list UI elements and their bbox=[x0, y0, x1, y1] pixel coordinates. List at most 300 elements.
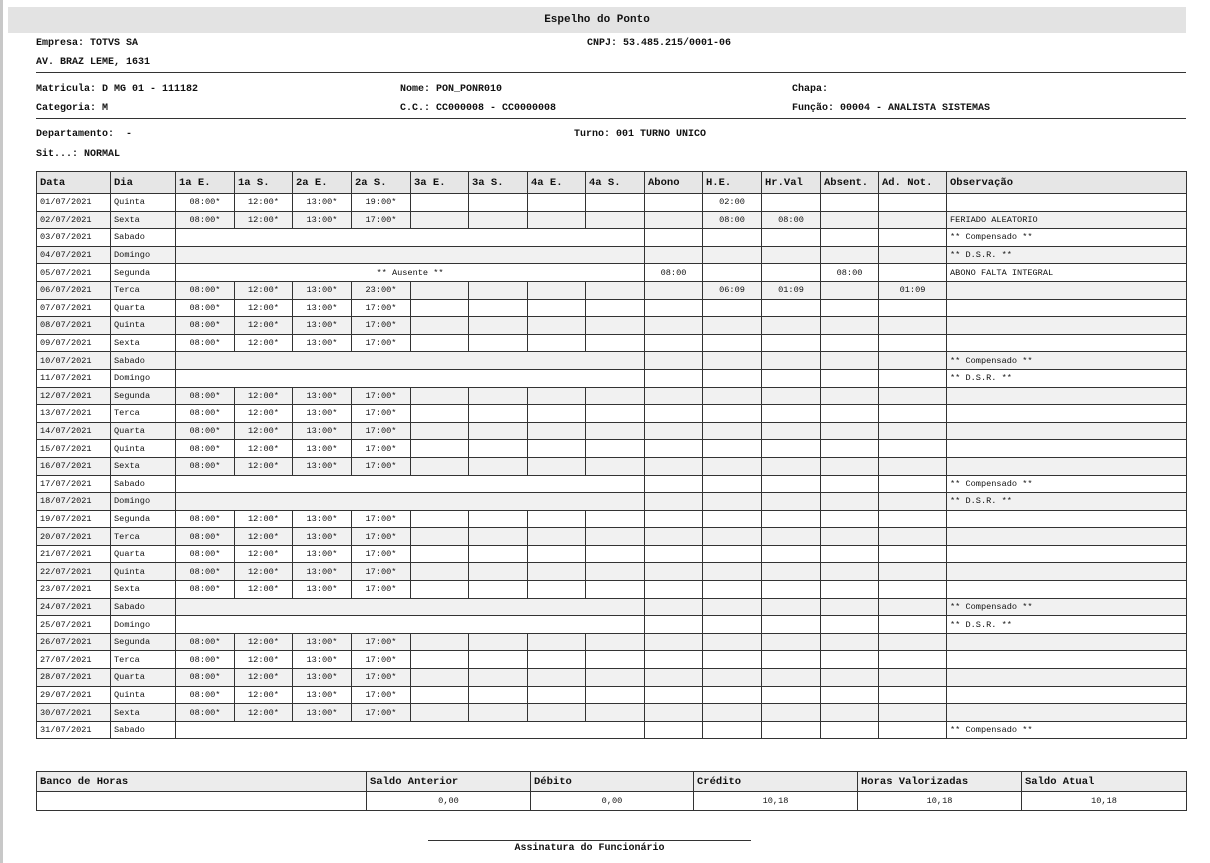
valued-hours-cell bbox=[762, 317, 821, 335]
punch-cell bbox=[528, 334, 586, 352]
punch-cell bbox=[411, 440, 469, 458]
punch-cell bbox=[528, 510, 586, 528]
abono-cell bbox=[645, 651, 703, 669]
column-header: 4a E. bbox=[528, 172, 586, 194]
abono-cell bbox=[645, 721, 703, 739]
punch-cell: 08:00* bbox=[176, 440, 235, 458]
day-note-cell bbox=[176, 616, 645, 634]
punch-cell bbox=[411, 422, 469, 440]
night-shift-cell bbox=[879, 422, 947, 440]
punch-cell bbox=[411, 405, 469, 423]
observation-cell bbox=[947, 545, 1187, 563]
weekday-cell: Quinta bbox=[111, 440, 176, 458]
weekday-cell: Quinta bbox=[111, 686, 176, 704]
punch-cell bbox=[586, 281, 645, 299]
summary-header: Horas Valorizadas bbox=[858, 772, 1022, 792]
weekday-cell: Sabado bbox=[111, 721, 176, 739]
punch-cell: 12:00* bbox=[235, 651, 293, 669]
punch-cell bbox=[469, 669, 528, 687]
date-cell: 26/07/2021 bbox=[37, 633, 111, 651]
date-cell: 30/07/2021 bbox=[37, 704, 111, 722]
punch-cell: 17:00* bbox=[352, 405, 411, 423]
punch-cell: 08:00* bbox=[176, 633, 235, 651]
weekday-cell: Quarta bbox=[111, 422, 176, 440]
valued-hours-cell bbox=[762, 352, 821, 370]
observation-cell bbox=[947, 317, 1187, 335]
punch-cell: 12:00* bbox=[235, 669, 293, 687]
valued-hours-cell bbox=[762, 686, 821, 704]
observation-cell: ** D.S.R. ** bbox=[947, 246, 1187, 264]
punch-cell: 08:00* bbox=[176, 581, 235, 599]
cc-label: C.C.: bbox=[400, 103, 431, 114]
date-cell: 23/07/2021 bbox=[37, 581, 111, 599]
absence-cell bbox=[821, 299, 879, 317]
table-row bbox=[37, 440, 1187, 458]
valued-hours-cell bbox=[762, 510, 821, 528]
abono-cell bbox=[645, 317, 703, 335]
overtime-cell bbox=[703, 563, 762, 581]
table-row bbox=[37, 651, 1187, 669]
divider bbox=[36, 72, 1186, 73]
valued-hours-cell bbox=[762, 721, 821, 739]
night-shift-cell bbox=[879, 651, 947, 669]
table-row bbox=[37, 669, 1187, 687]
absence-cell bbox=[821, 369, 879, 387]
abono-cell bbox=[645, 334, 703, 352]
punch-cell bbox=[528, 686, 586, 704]
night-shift-cell bbox=[879, 669, 947, 687]
valued-hours-cell bbox=[762, 651, 821, 669]
abono-cell bbox=[645, 369, 703, 387]
punch-cell: 13:00* bbox=[293, 334, 352, 352]
hour-bank-table bbox=[36, 771, 1187, 811]
punch-cell bbox=[586, 299, 645, 317]
funcao-label: Função: bbox=[792, 103, 835, 114]
punch-cell: 17:00* bbox=[352, 211, 411, 229]
turno-value: 001 TURNO UNICO bbox=[616, 129, 707, 140]
weekday-cell: Quinta bbox=[111, 317, 176, 335]
weekday-cell: Segunda bbox=[111, 264, 176, 282]
punch-cell: 19:00* bbox=[352, 194, 411, 212]
valued-hours-cell bbox=[762, 299, 821, 317]
observation-cell: ABONO FALTA INTEGRAL bbox=[947, 264, 1187, 282]
punch-cell bbox=[469, 563, 528, 581]
weekday-cell: Sexta bbox=[111, 334, 176, 352]
punch-cell: 17:00* bbox=[352, 545, 411, 563]
abono-cell: 08:00 bbox=[645, 264, 703, 282]
night-shift-cell bbox=[879, 493, 947, 511]
punch-cell bbox=[528, 669, 586, 687]
punch-cell bbox=[411, 704, 469, 722]
summary-value: 10,18 bbox=[694, 792, 858, 811]
punch-cell bbox=[586, 704, 645, 722]
punch-cell bbox=[528, 563, 586, 581]
punch-cell: 08:00* bbox=[176, 669, 235, 687]
cnpj-field bbox=[587, 38, 731, 49]
column-header: Absent. bbox=[821, 172, 879, 194]
departamento-value: - bbox=[126, 129, 133, 140]
absence-cell bbox=[821, 581, 879, 599]
punch-cell bbox=[469, 457, 528, 475]
summary-value: 0,00 bbox=[531, 792, 694, 811]
night-shift-cell bbox=[879, 686, 947, 704]
cc-value: CC000008 - CC0000008 bbox=[436, 103, 557, 114]
valued-hours-cell bbox=[762, 581, 821, 599]
punch-cell: 17:00* bbox=[352, 317, 411, 335]
night-shift-cell bbox=[879, 194, 947, 212]
page-frame-edge bbox=[0, 0, 3, 863]
column-header: 4a S. bbox=[586, 172, 645, 194]
sit-value: NORMAL bbox=[84, 149, 121, 160]
table-row bbox=[37, 457, 1187, 475]
absence-cell bbox=[821, 475, 879, 493]
observation-cell: ** D.S.R. ** bbox=[947, 493, 1187, 511]
nome-value: PON_PONR010 bbox=[436, 84, 503, 95]
weekday-cell: Terca bbox=[111, 405, 176, 423]
punch-cell: 08:00* bbox=[176, 528, 235, 546]
valued-hours-cell bbox=[762, 369, 821, 387]
column-header: 2a S. bbox=[352, 172, 411, 194]
observation-cell bbox=[947, 686, 1187, 704]
punch-cell bbox=[469, 317, 528, 335]
absence-cell bbox=[821, 229, 879, 247]
punch-cell: 17:00* bbox=[352, 457, 411, 475]
observation-cell: ** Compensado ** bbox=[947, 229, 1187, 247]
date-cell: 02/07/2021 bbox=[37, 211, 111, 229]
absence-cell bbox=[821, 686, 879, 704]
table-row bbox=[37, 317, 1187, 335]
punch-cell bbox=[469, 545, 528, 563]
valued-hours-cell bbox=[762, 704, 821, 722]
date-cell: 04/07/2021 bbox=[37, 246, 111, 264]
absence-cell bbox=[821, 528, 879, 546]
weekday-cell: Sabado bbox=[111, 229, 176, 247]
table-row bbox=[37, 581, 1187, 599]
abono-cell bbox=[645, 669, 703, 687]
punch-cell bbox=[528, 651, 586, 669]
punch-cell: 13:00* bbox=[293, 581, 352, 599]
punch-cell: 13:00* bbox=[293, 669, 352, 687]
punch-cell: 17:00* bbox=[352, 510, 411, 528]
table-row bbox=[37, 633, 1187, 651]
overtime-cell bbox=[703, 334, 762, 352]
absence-cell bbox=[821, 352, 879, 370]
date-cell: 15/07/2021 bbox=[37, 440, 111, 458]
observation-cell bbox=[947, 704, 1187, 722]
weekday-cell: Sabado bbox=[111, 475, 176, 493]
date-cell: 28/07/2021 bbox=[37, 669, 111, 687]
punch-cell: 12:00* bbox=[235, 457, 293, 475]
cc-field bbox=[400, 103, 556, 114]
punch-cell bbox=[586, 581, 645, 599]
punch-cell: 17:00* bbox=[352, 669, 411, 687]
overtime-cell bbox=[703, 246, 762, 264]
date-cell: 16/07/2021 bbox=[37, 457, 111, 475]
night-shift-cell bbox=[879, 440, 947, 458]
punch-cell: 12:00* bbox=[235, 299, 293, 317]
punch-cell bbox=[528, 528, 586, 546]
abono-cell bbox=[645, 545, 703, 563]
overtime-cell bbox=[703, 581, 762, 599]
abono-cell bbox=[645, 598, 703, 616]
date-cell: 10/07/2021 bbox=[37, 352, 111, 370]
date-cell: 25/07/2021 bbox=[37, 616, 111, 634]
night-shift-cell bbox=[879, 510, 947, 528]
punch-cell: 13:00* bbox=[293, 440, 352, 458]
night-shift-cell bbox=[879, 405, 947, 423]
observation-cell bbox=[947, 528, 1187, 546]
valued-hours-cell bbox=[762, 528, 821, 546]
observation-cell bbox=[947, 405, 1187, 423]
abono-cell bbox=[645, 686, 703, 704]
table-row bbox=[37, 528, 1187, 546]
signature-line bbox=[428, 840, 751, 841]
night-shift-cell bbox=[879, 229, 947, 247]
valued-hours-cell bbox=[762, 493, 821, 511]
absence-cell bbox=[821, 721, 879, 739]
table-row bbox=[37, 598, 1187, 616]
punch-cell: 08:00* bbox=[176, 387, 235, 405]
summary-value bbox=[37, 792, 367, 811]
punch-cell: 12:00* bbox=[235, 510, 293, 528]
column-header: Data bbox=[37, 172, 111, 194]
punch-cell: 17:00* bbox=[352, 686, 411, 704]
night-shift-cell bbox=[879, 369, 947, 387]
column-header: Hr.Val bbox=[762, 172, 821, 194]
punch-cell bbox=[469, 334, 528, 352]
company-address: AV. BRAZ LEME, 1631 bbox=[36, 57, 151, 68]
turno-field bbox=[574, 129, 706, 140]
divider bbox=[36, 118, 1186, 119]
punch-cell: 12:00* bbox=[235, 563, 293, 581]
night-shift-cell: 01:09 bbox=[879, 281, 947, 299]
punch-cell: 13:00* bbox=[293, 510, 352, 528]
abono-cell bbox=[645, 281, 703, 299]
punch-cell bbox=[586, 545, 645, 563]
absence-cell bbox=[821, 616, 879, 634]
matricula-value: D MG 01 - 111182 bbox=[102, 84, 199, 95]
punch-cell: 12:00* bbox=[235, 581, 293, 599]
overtime-cell bbox=[703, 422, 762, 440]
punch-cell bbox=[586, 528, 645, 546]
absence-cell bbox=[821, 545, 879, 563]
table-row bbox=[37, 369, 1187, 387]
overtime-cell bbox=[703, 317, 762, 335]
overtime-cell bbox=[703, 457, 762, 475]
weekday-cell: Domingo bbox=[111, 616, 176, 634]
punch-cell bbox=[586, 334, 645, 352]
table-row bbox=[37, 194, 1187, 212]
abono-cell bbox=[645, 493, 703, 511]
punch-cell: 17:00* bbox=[352, 581, 411, 599]
valued-hours-cell bbox=[762, 264, 821, 282]
overtime-cell bbox=[703, 369, 762, 387]
punch-cell bbox=[469, 686, 528, 704]
punch-cell: 13:00* bbox=[293, 211, 352, 229]
summary-header: Saldo Anterior bbox=[367, 772, 531, 792]
absence-cell bbox=[821, 457, 879, 475]
punch-cell bbox=[411, 686, 469, 704]
punch-cell bbox=[528, 317, 586, 335]
punch-cell: 08:00* bbox=[176, 317, 235, 335]
punch-cell bbox=[586, 651, 645, 669]
punch-cell bbox=[411, 669, 469, 687]
weekday-cell: Quinta bbox=[111, 563, 176, 581]
punch-cell: 17:00* bbox=[352, 387, 411, 405]
weekday-cell: Segunda bbox=[111, 633, 176, 651]
punch-cell bbox=[411, 317, 469, 335]
punch-cell bbox=[528, 422, 586, 440]
punch-cell: 12:00* bbox=[235, 211, 293, 229]
punch-cell: 13:00* bbox=[293, 194, 352, 212]
overtime-cell bbox=[703, 405, 762, 423]
absence-cell bbox=[821, 510, 879, 528]
observation-cell bbox=[947, 651, 1187, 669]
weekday-cell: Domingo bbox=[111, 369, 176, 387]
punch-cell bbox=[411, 581, 469, 599]
date-cell: 17/07/2021 bbox=[37, 475, 111, 493]
night-shift-cell bbox=[879, 704, 947, 722]
chapa-label: Chapa: bbox=[792, 84, 829, 95]
night-shift-cell bbox=[879, 317, 947, 335]
night-shift-cell bbox=[879, 387, 947, 405]
absence-cell bbox=[821, 440, 879, 458]
weekday-cell: Quarta bbox=[111, 545, 176, 563]
categoria-label: Categoria: bbox=[36, 103, 97, 114]
absence-cell bbox=[821, 317, 879, 335]
punch-cell bbox=[469, 440, 528, 458]
punch-cell bbox=[469, 281, 528, 299]
night-shift-cell bbox=[879, 264, 947, 282]
timesheet-table bbox=[36, 171, 1187, 739]
punch-cell: 23:00* bbox=[352, 281, 411, 299]
abono-cell bbox=[645, 405, 703, 423]
empresa-value: TOTVS SA bbox=[90, 38, 139, 49]
valued-hours-cell bbox=[762, 440, 821, 458]
punch-cell bbox=[586, 317, 645, 335]
punch-cell: 12:00* bbox=[235, 281, 293, 299]
day-note-cell bbox=[176, 721, 645, 739]
overtime-cell bbox=[703, 440, 762, 458]
overtime-cell bbox=[703, 528, 762, 546]
night-shift-cell bbox=[879, 457, 947, 475]
punch-cell bbox=[469, 581, 528, 599]
punch-cell: 12:00* bbox=[235, 387, 293, 405]
table-row bbox=[37, 510, 1187, 528]
punch-cell bbox=[411, 194, 469, 212]
weekday-cell: Segunda bbox=[111, 387, 176, 405]
absence-cell bbox=[821, 563, 879, 581]
valued-hours-cell bbox=[762, 669, 821, 687]
table-row bbox=[37, 475, 1187, 493]
weekday-cell: Sabado bbox=[111, 352, 176, 370]
summary-value: 0,00 bbox=[367, 792, 531, 811]
day-note-cell bbox=[176, 229, 645, 247]
punch-cell: 12:00* bbox=[235, 334, 293, 352]
punch-cell: 13:00* bbox=[293, 545, 352, 563]
weekday-cell: Quarta bbox=[111, 299, 176, 317]
punch-cell bbox=[411, 510, 469, 528]
day-note-cell bbox=[176, 475, 645, 493]
observation-cell: ** Compensado ** bbox=[947, 475, 1187, 493]
weekday-cell: Domingo bbox=[111, 493, 176, 511]
punch-cell: 17:00* bbox=[352, 299, 411, 317]
night-shift-cell bbox=[879, 246, 947, 264]
weekday-cell: Sexta bbox=[111, 581, 176, 599]
abono-cell bbox=[645, 457, 703, 475]
punch-cell bbox=[586, 211, 645, 229]
punch-cell: 13:00* bbox=[293, 387, 352, 405]
summary-header: Débito bbox=[531, 772, 694, 792]
table-row bbox=[37, 704, 1187, 722]
table-row bbox=[37, 493, 1187, 511]
summary-header: Banco de Horas bbox=[37, 772, 367, 792]
valued-hours-cell bbox=[762, 633, 821, 651]
night-shift-cell bbox=[879, 598, 947, 616]
abono-cell bbox=[645, 528, 703, 546]
punch-cell bbox=[469, 405, 528, 423]
observation-cell bbox=[947, 440, 1187, 458]
overtime-cell bbox=[703, 475, 762, 493]
abono-cell bbox=[645, 475, 703, 493]
sit-field bbox=[36, 149, 120, 160]
overtime-cell bbox=[703, 493, 762, 511]
observation-cell: FERIADO ALEATORIO bbox=[947, 211, 1187, 229]
punch-cell bbox=[586, 633, 645, 651]
absence-cell bbox=[821, 669, 879, 687]
column-header: 3a S. bbox=[469, 172, 528, 194]
punch-cell: 13:00* bbox=[293, 704, 352, 722]
punch-cell: 12:00* bbox=[235, 545, 293, 563]
overtime-cell bbox=[703, 545, 762, 563]
date-cell: 09/07/2021 bbox=[37, 334, 111, 352]
table-row bbox=[37, 264, 1187, 282]
valued-hours-cell bbox=[762, 405, 821, 423]
overtime-cell bbox=[703, 510, 762, 528]
summary-value-row bbox=[37, 792, 1187, 811]
column-header: 1a E. bbox=[176, 172, 235, 194]
weekday-cell: Sabado bbox=[111, 598, 176, 616]
punch-cell bbox=[411, 387, 469, 405]
day-note-cell bbox=[176, 246, 645, 264]
punch-cell: 12:00* bbox=[235, 440, 293, 458]
punch-cell: 17:00* bbox=[352, 334, 411, 352]
abono-cell bbox=[645, 616, 703, 634]
abono-cell bbox=[645, 299, 703, 317]
day-note-cell bbox=[176, 598, 645, 616]
date-cell: 07/07/2021 bbox=[37, 299, 111, 317]
punch-cell bbox=[411, 563, 469, 581]
matricula-field bbox=[36, 84, 198, 95]
nome-field bbox=[400, 84, 502, 95]
date-cell: 29/07/2021 bbox=[37, 686, 111, 704]
nome-label: Nome: bbox=[400, 84, 431, 95]
punch-cell: 17:00* bbox=[352, 704, 411, 722]
abono-cell bbox=[645, 440, 703, 458]
table-row bbox=[37, 281, 1187, 299]
column-header: Abono bbox=[645, 172, 703, 194]
observation-cell bbox=[947, 422, 1187, 440]
overtime-cell bbox=[703, 704, 762, 722]
cnpj-value: 53.485.215/0001-06 bbox=[623, 38, 732, 49]
absence-cell bbox=[821, 633, 879, 651]
punch-cell bbox=[528, 281, 586, 299]
punch-cell bbox=[528, 440, 586, 458]
departamento-field bbox=[36, 129, 132, 140]
table-row bbox=[37, 686, 1187, 704]
weekday-cell: Sexta bbox=[111, 211, 176, 229]
overtime-cell bbox=[703, 616, 762, 634]
